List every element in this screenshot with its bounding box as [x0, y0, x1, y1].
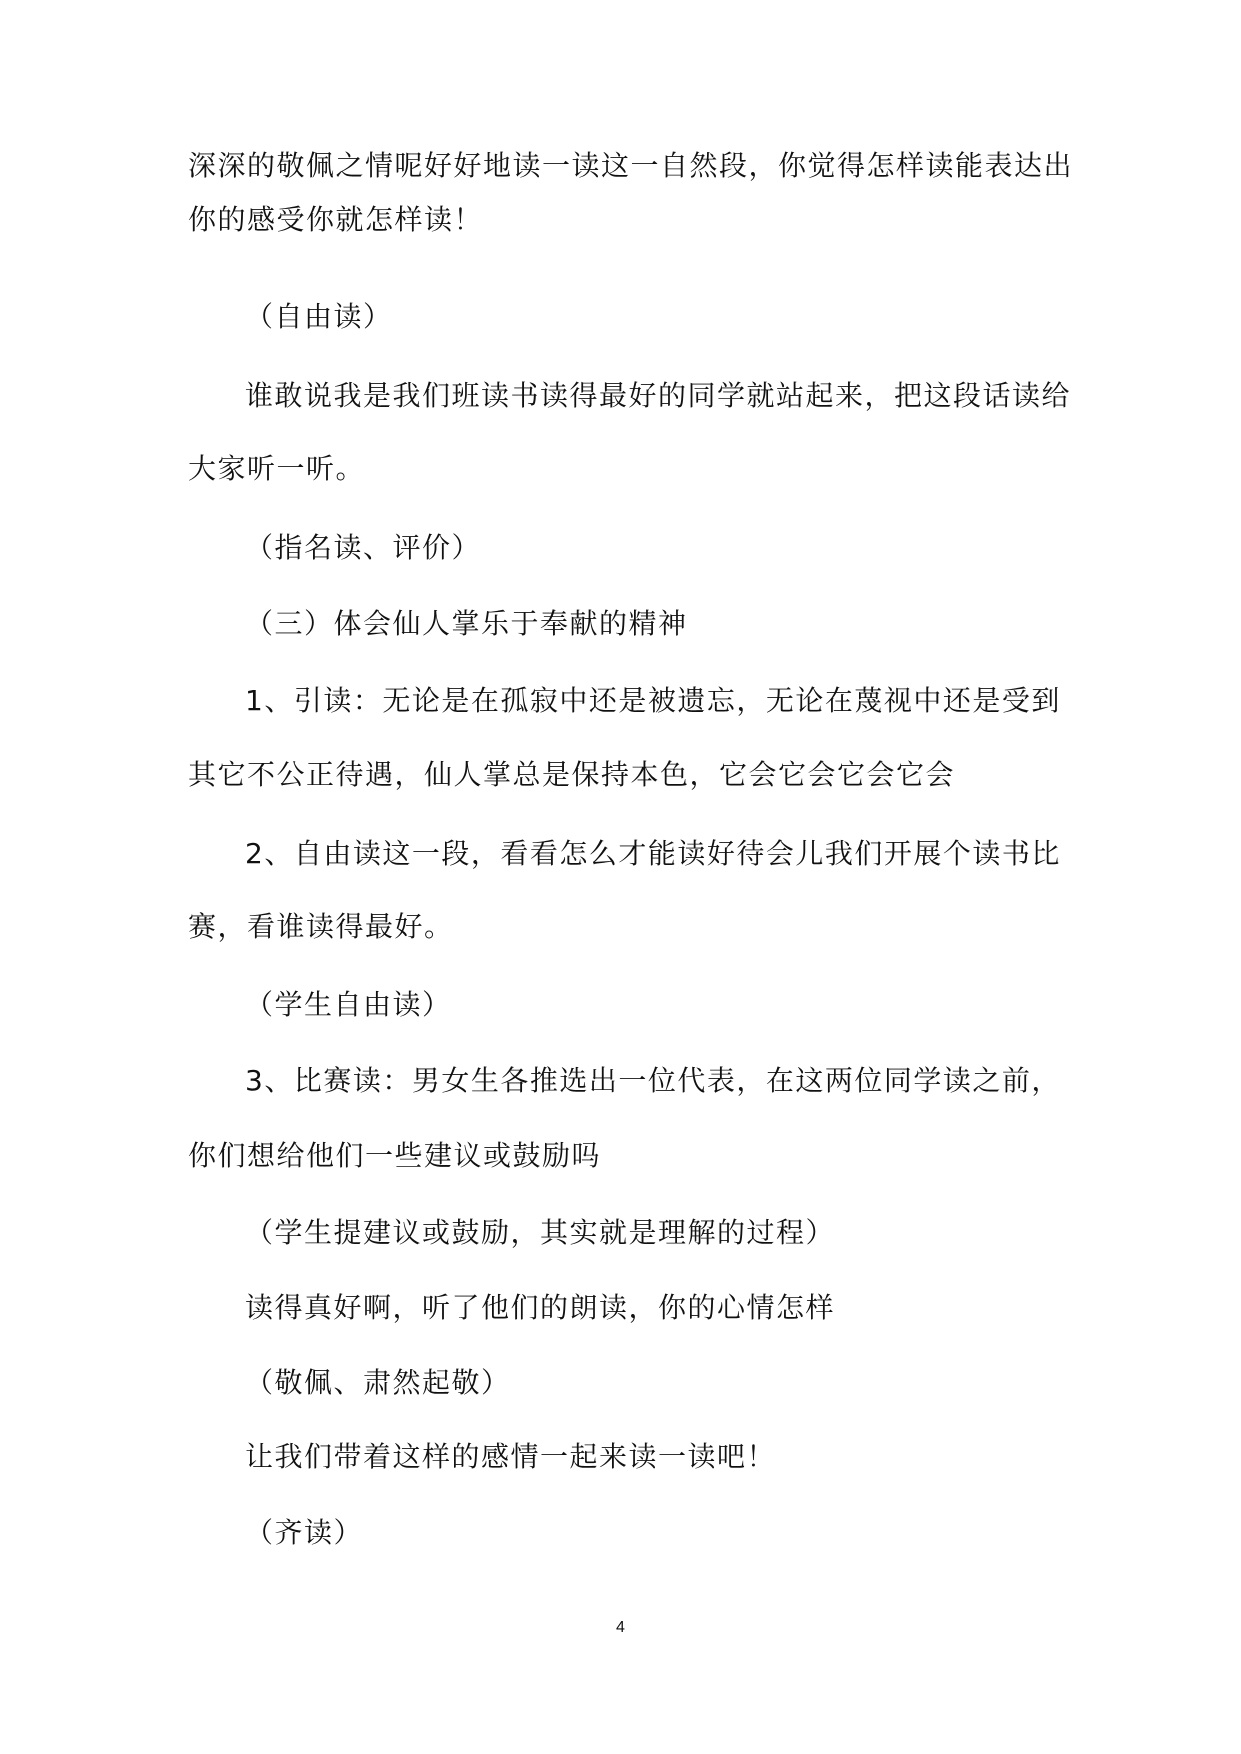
paragraph-line: 大家听一听。	[188, 452, 366, 485]
paragraph-line: （自由读）	[245, 300, 393, 333]
paragraph-line: 2、自由读这一段，看看怎么才能读好待会儿我们开展个读书比	[245, 837, 1061, 870]
paragraph-line: （敬佩、肃然起敬）	[245, 1366, 511, 1399]
page-number: 4	[616, 1619, 625, 1636]
paragraph-line: 你的感受你就怎样读！	[188, 203, 484, 236]
paragraph-line: 读得真好啊，听了他们的朗读，你的心情怎样	[245, 1291, 836, 1324]
paragraph-line: 其它不公正待遇，仙人掌总是保持本色，它会它会它会它会	[188, 758, 956, 791]
paragraph-line: （指名读、评价）	[245, 531, 482, 564]
paragraph-line: （学生提建议或鼓励，其实就是理解的过程）	[245, 1216, 836, 1249]
paragraph-line: （学生自由读）	[245, 988, 452, 1021]
paragraph-line: 3、比赛读：男女生各推选出一位代表，在这两位同学读之前，	[245, 1064, 1061, 1097]
paragraph-line: 让我们带着这样的感情一起来读一读吧！	[245, 1440, 777, 1473]
paragraph-line: （齐读）	[245, 1516, 364, 1549]
paragraph-line: 谁敢说我是我们班读书读得最好的同学就站起来，把这段话读给	[245, 379, 1072, 412]
section-heading: （三）体会仙人掌乐于奉献的精神	[245, 607, 688, 640]
paragraph-line: 深深的敬佩之情呢好好地读一读这一自然段，你觉得怎样读能表达出	[188, 149, 1074, 182]
paragraph-line: 1、引读：无论是在孤寂中还是被遗忘，无论在蔑视中还是受到	[245, 684, 1061, 717]
paragraph-line: 你们想给他们一些建议或鼓励吗	[188, 1139, 602, 1172]
paragraph-line: 赛，看谁读得最好。	[188, 910, 454, 943]
